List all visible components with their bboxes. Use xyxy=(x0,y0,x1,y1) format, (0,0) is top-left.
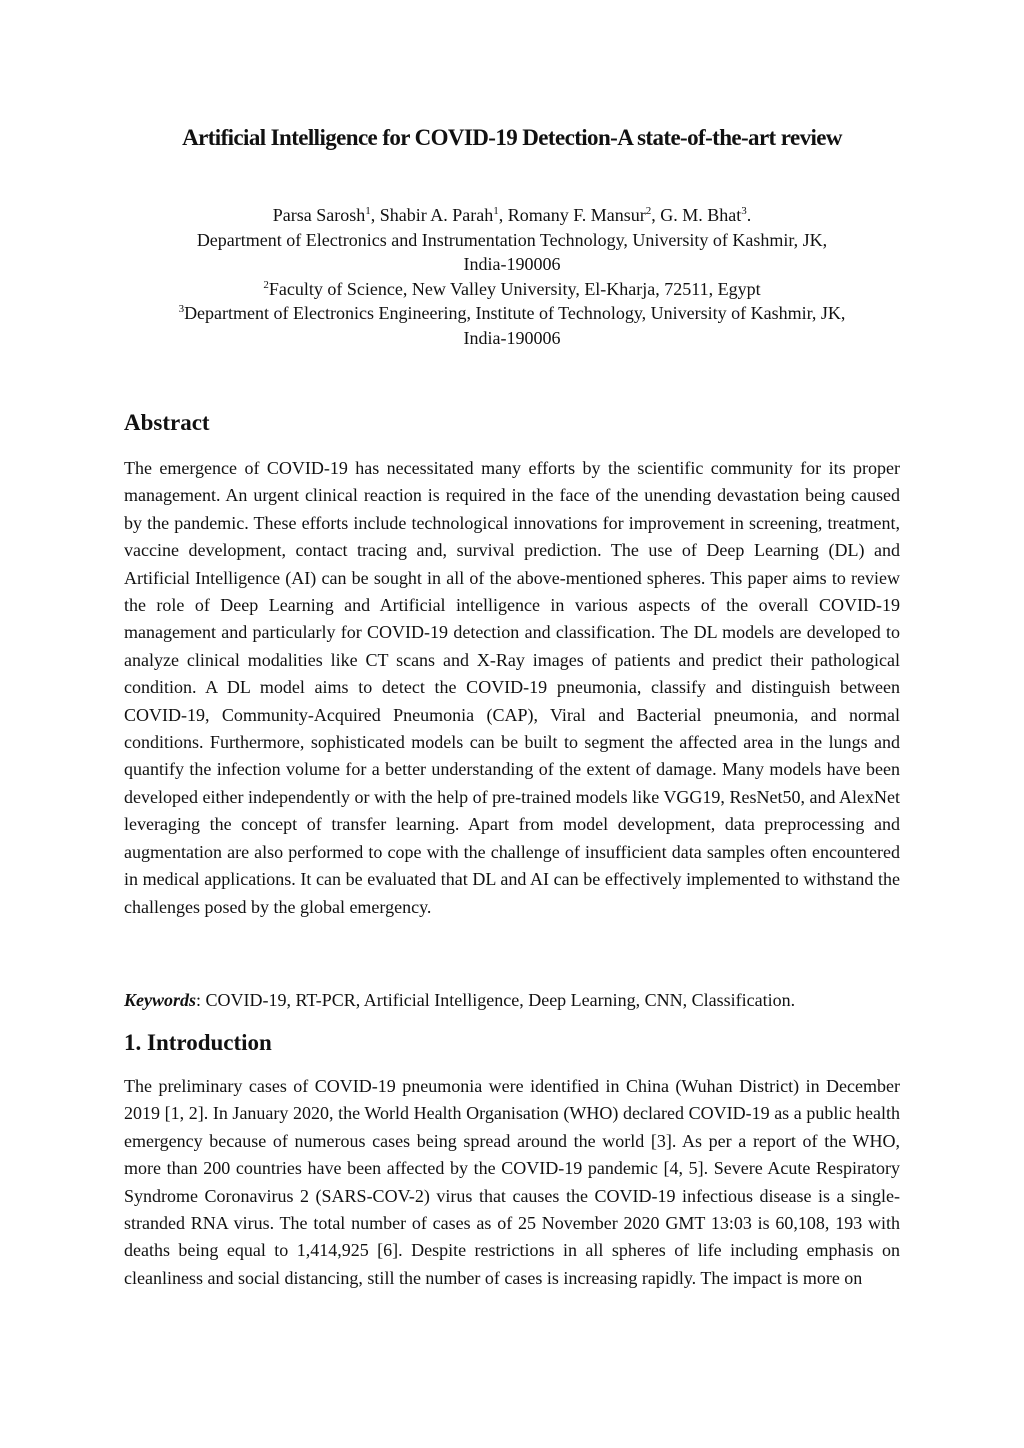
keywords-text: : COVID-19, RT-PCR, Artificial Intelligence, Deep Learning, CNN, Classification. xyxy=(196,990,796,1010)
author-affiliation-mark: 1 xyxy=(365,205,371,217)
author-affiliation-mark: 1 xyxy=(493,205,499,217)
affiliation-mark: 3 xyxy=(178,303,185,315)
keywords-line xyxy=(124,987,900,1014)
author-name: Romany F. Mansur xyxy=(507,205,646,225)
affiliation-1: Department of Electronics and Instrumentation Technology, University of Kashmir, JK, xyxy=(196,229,828,250)
author-list xyxy=(120,203,904,228)
abstract-text: The emergence of COVID-19 has necessitated many efforts by the scientific community for its proper management. An urgent clinical reaction is required in the face of the unending devastation being caused by the pandemic. These efforts include technological innovations for improvement in screening, treatment, vaccine development, contact tracing and, survival prediction. The use of Deep Learning (DL) and Artificial Intelligence (AI) can be sought in all of the above-mentioned spheres. This paper aims to review the role of Deep Learning and Artificial intelligence in various aspects of the overall COVID-19 management and particularly for COVID-19 detection and classification. The DL models are developed to analyze clinical modalities like CT scans and X-Ray images of patients and predict their pathological condition. A DL model aims to detect the COVID-19 pneumonia, classify and distinguish between COVID-19, Community-Acquired Pneumonia (CAP), Viral and Bacterial pneumonia, and normal conditions. Furthermore, sophisticated models can be built to segment the affected area in the lungs and quantify the infection volume for a better understanding of the extent of damage. Many models have been developed either independently or with the help of pre-trained models like VGG19, ResNet50, and AlexNet leveraging the concept of transfer learning. Apart from model development, data preprocessing and augmentation are also performed to cope with the challenge of insufficient data samples often encountered in medical applications. It can be evaluated that DL and AI can be effectively implemented to withstand the challenges posed by the global emergency. xyxy=(124,458,900,917)
paper-title: Artificial Intelligence for COVID-19 Detection-A state-of-the-art review xyxy=(182,125,842,150)
affiliation-3 xyxy=(120,301,904,326)
author-affiliation-mark: 3 xyxy=(741,205,747,217)
author-name: G. M. Bhat xyxy=(660,205,742,225)
author-separator: . xyxy=(746,205,752,225)
author-separator: , xyxy=(370,205,380,225)
affiliation-3-cont: India-190006 xyxy=(463,327,561,348)
affiliation-3-text: Department of Electronics Engineering, Institute of Technology, University of Kashmir, JK, xyxy=(184,303,846,323)
author-affiliation-mark: 2 xyxy=(645,205,652,217)
affiliation-mark: 2 xyxy=(263,278,269,291)
abstract-heading: Abstract xyxy=(124,410,210,435)
author-block xyxy=(120,203,904,350)
introduction-text: The preliminary cases of COVID-19 pneumonia were identified in China (Wuhan District) in December 2019 [1, 2]. In January 2020, the World Health Organisation (WHO) declared COVID-19 as a public health emergency because of numerous cases being spread around the world [3]. As per a report of the WHO, more than 200 countries have been affected by the COVID-19 pandemic [4, 5]. Severe Acute Respiratory Syndrome Coronavirus 2 (SARS-COV-2) virus that causes the COVID-19 infectious disease is a single-stranded RNA virus. The total number of cases as of 25 November 2020 GMT 13:03 is 60,108, 193 with deaths being equal to 1,414,925 [6]. Despite restrictions in all spheres of life including emphasis on cleanliness and social distancing, still the number of cases is increasing rapidly. The impact is more on xyxy=(124,1076,900,1288)
author-separator: , xyxy=(651,205,661,225)
keywords-label: Keywords xyxy=(124,990,196,1010)
introduction-heading: 1. Introduction xyxy=(124,1030,272,1055)
author-name: Shabir A. Parah xyxy=(379,205,494,225)
affiliation-2 xyxy=(120,277,904,302)
affiliation-1-cont: India-190006 xyxy=(463,254,561,274)
affiliation-2-text: Faculty of Science, New Valley University, El-Kharja, 72511, Egypt xyxy=(268,278,761,299)
author-name: Parsa Sarosh xyxy=(272,205,366,225)
author-separator: , xyxy=(498,205,508,225)
